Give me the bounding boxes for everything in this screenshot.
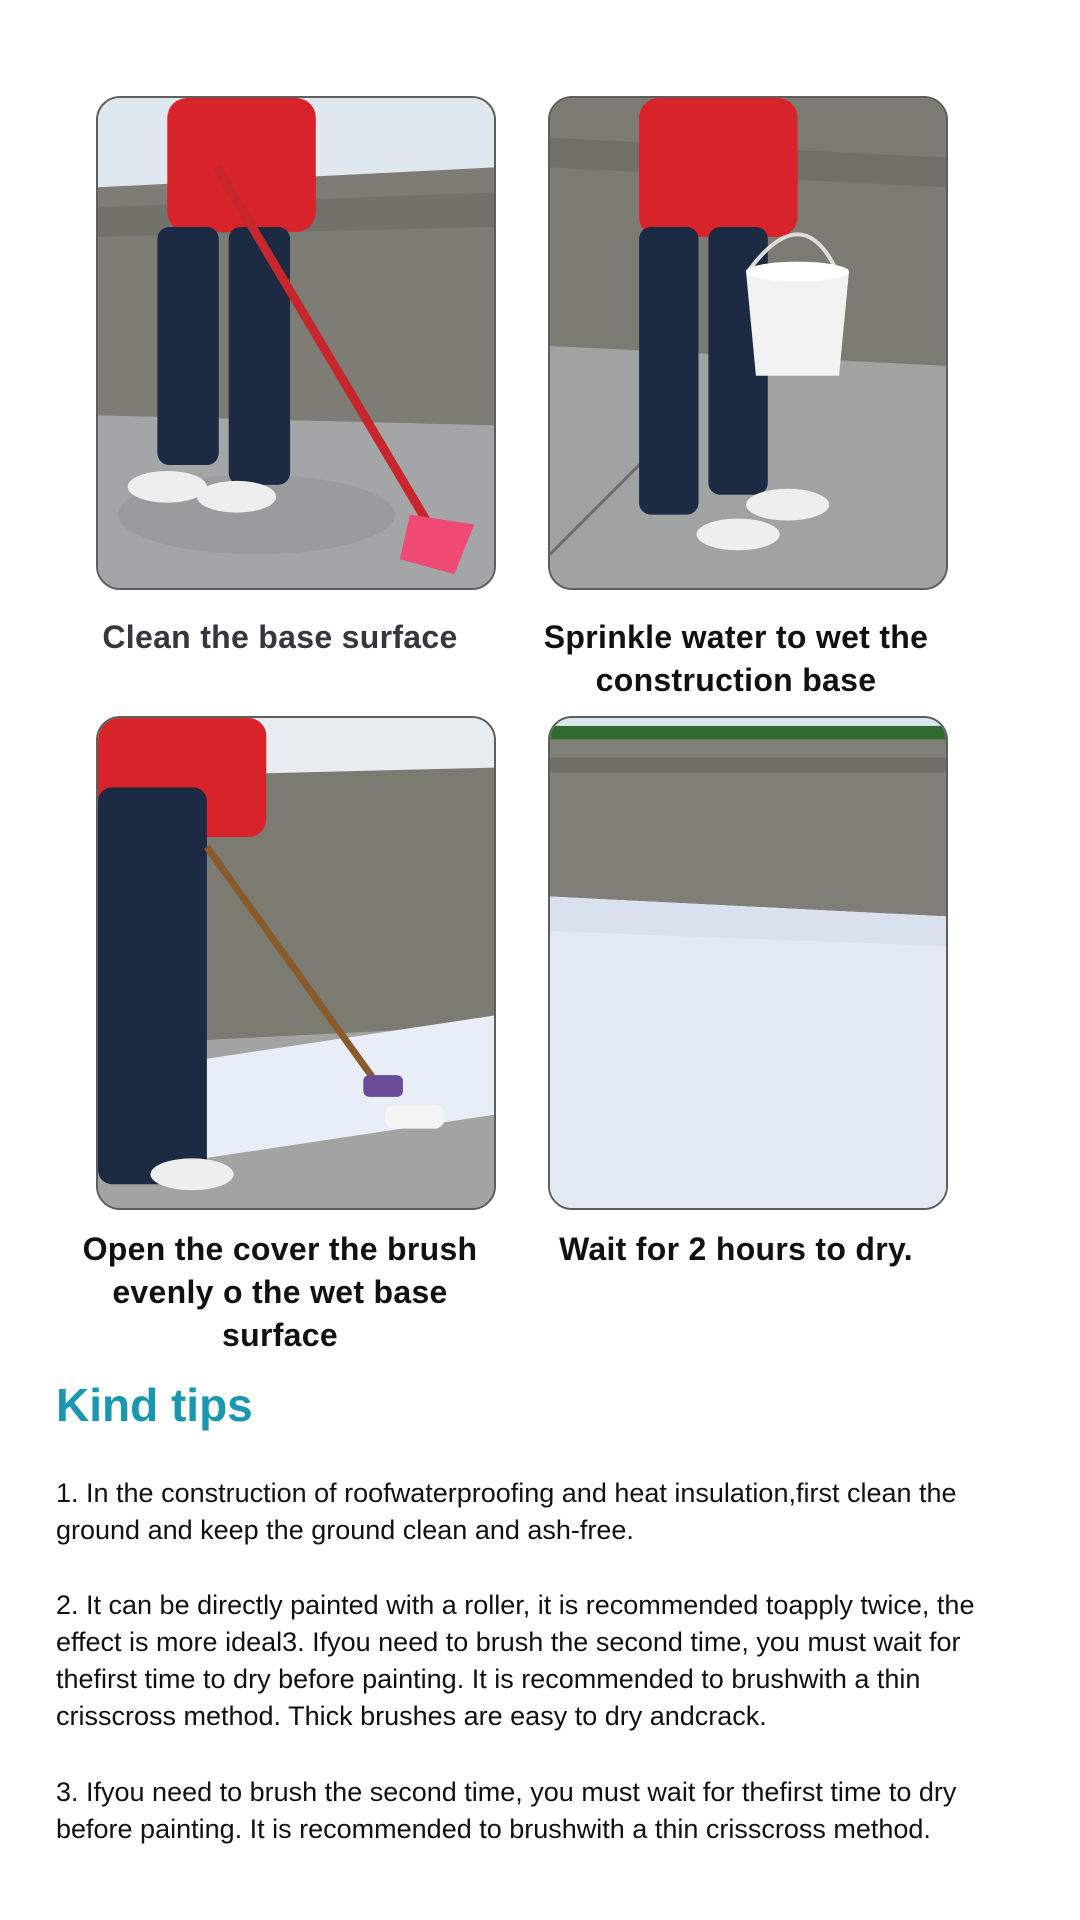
bucket-photo-illustration: [550, 98, 946, 588]
tip-item: 2. It can be directly painted with a roller, it is recommended toapply twice, the effect is more ideal3. Ifyou need to brush the second time, you must wait for thefirst time to dry before painting. It is recommended to brushwith a thin crisscross method. Thick brushes are easy to dry andcrack.: [56, 1590, 975, 1731]
dried-roof-photo-illustration: [550, 718, 946, 1208]
step-photo-brush: [96, 716, 496, 1210]
tip-item: 1. In the construction of roofwaterproofing and heat insulation,first clean the ground and keep the ground clean and ash-free.: [56, 1478, 957, 1545]
sweeping-photo-illustration: [98, 98, 494, 588]
rolling-photo-illustration: [98, 718, 494, 1208]
step-photo-clean: [96, 96, 496, 590]
step-caption-dry: Wait for 2 hours to dry.: [559, 1231, 913, 1267]
step-caption-sprinkle: Sprinkle water to wet the construction base: [543, 619, 929, 698]
step-caption-brush: Open the cover the brush evenly o the wet base surface: [82, 1231, 478, 1353]
step-photo-sprinkle: [548, 96, 948, 590]
step-photo-dry: [548, 716, 948, 1210]
step-caption-clean: Clean the base surface: [102, 619, 458, 655]
tips-heading: Kind tips: [56, 1379, 253, 1431]
tip-item: 3. Ifyou need to brush the second time, you must wait for thefirst time to dry before painting. It is recommended to brushwith a thin crisscross method.: [56, 1777, 957, 1844]
